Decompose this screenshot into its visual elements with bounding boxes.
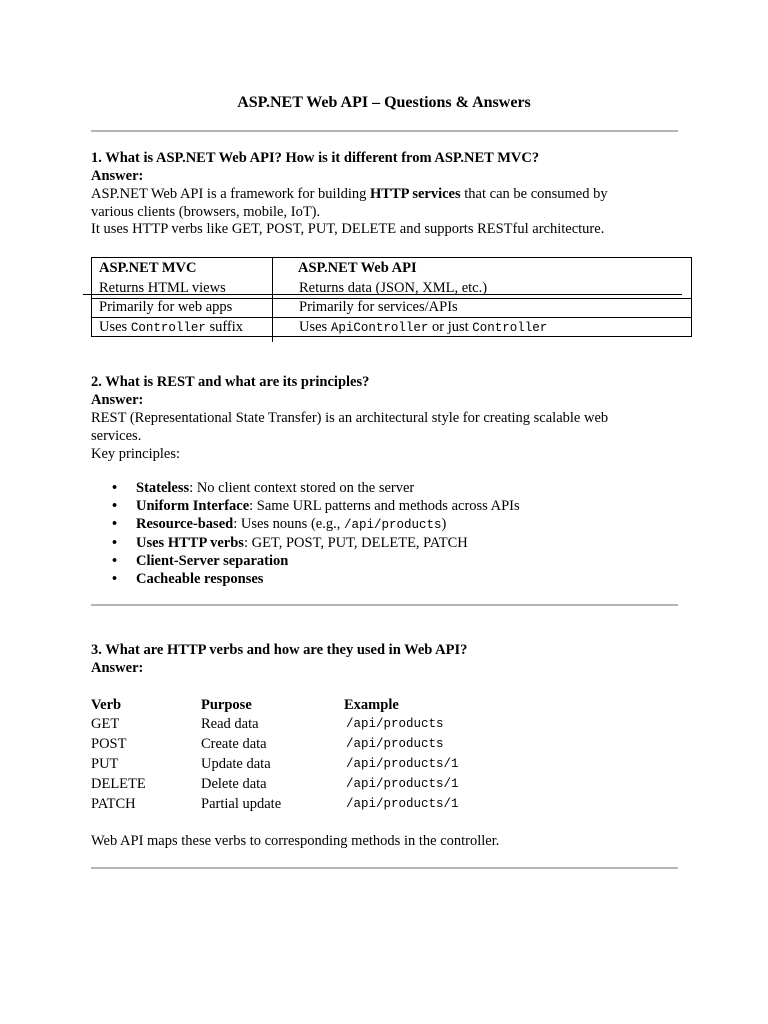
table-cell: Read data bbox=[201, 716, 259, 732]
table-cell: /api/products bbox=[346, 717, 444, 731]
page-title: ASP.NET Web API – Questions & Answers bbox=[237, 94, 531, 111]
list-item: • Uses HTTP verbs: GET, POST, PUT, DELETE, PATCH bbox=[112, 535, 468, 551]
q2-paragraph-line: Key principles: bbox=[91, 446, 180, 462]
answer-label: Answer: bbox=[91, 392, 144, 408]
table-cell: /api/products/1 bbox=[346, 777, 459, 791]
table-header: Verb bbox=[91, 697, 122, 713]
table-cell: Primarily for web apps bbox=[99, 299, 233, 315]
table-header: Purpose bbox=[201, 697, 252, 713]
table-cell: Returns HTML views bbox=[99, 280, 226, 296]
table-cell: Create data bbox=[201, 736, 267, 752]
list-item: • Client-Server separation bbox=[112, 553, 289, 569]
table-cell: Returns data (JSON, XML, etc.) bbox=[299, 280, 488, 296]
table-cell: /api/products/1 bbox=[346, 797, 459, 811]
section-divider bbox=[91, 604, 678, 606]
question-3: 3. What are HTTP verbs and how are they used in Web API? bbox=[91, 642, 468, 658]
list-item: • Resource-based: Uses nouns (e.g., /api/products) bbox=[112, 516, 447, 532]
table-cell: GET bbox=[91, 716, 120, 732]
table-header: Example bbox=[344, 697, 399, 713]
table-cell: Uses Controller suffix bbox=[99, 319, 244, 335]
table-cell: /api/products bbox=[346, 737, 444, 751]
principles-list bbox=[112, 479, 520, 588]
list-item: • Cacheable responses bbox=[112, 571, 264, 587]
q1-paragraph-line: It uses HTTP verbs like GET, POST, PUT, DELETE and supports RESTful architecture. bbox=[91, 221, 605, 237]
table-cell: POST bbox=[91, 736, 127, 752]
table-cell: Primarily for services/APIs bbox=[299, 299, 458, 315]
q2-paragraph-line: services. bbox=[91, 428, 142, 444]
table-cell: Uses ApiController or just Controller bbox=[299, 319, 548, 335]
table-cell: Partial update bbox=[201, 796, 282, 812]
table-cell: Delete data bbox=[201, 776, 267, 792]
question-1: 1. What is ASP.NET Web API? How is it different from ASP.NET MVC? bbox=[91, 150, 540, 166]
table-cell: PUT bbox=[91, 756, 119, 772]
table-cell: Update data bbox=[201, 756, 271, 772]
table-cell: DELETE bbox=[91, 776, 146, 792]
section-divider bbox=[91, 867, 678, 869]
list-item: • Uniform Interface: Same URL patterns and methods across APIs bbox=[112, 498, 520, 514]
answer-label: Answer: bbox=[91, 660, 144, 676]
question-2: 2. What is REST and what are its principles? bbox=[91, 374, 370, 390]
q2-paragraph-line: REST (Representational State Transfer) is an architectural style for creating scalable web bbox=[91, 410, 609, 426]
q1-paragraph-line: various clients (browsers, mobile, IoT). bbox=[91, 204, 321, 220]
table-cell: PATCH bbox=[91, 796, 136, 812]
section-divider bbox=[91, 130, 678, 132]
answer-label: Answer: bbox=[91, 168, 144, 184]
q1-paragraph-line: ASP.NET Web API is a framework for building HTTP services that can be consumed by bbox=[91, 186, 608, 202]
table-cell: /api/products/1 bbox=[346, 757, 459, 771]
table-header: ASP.NET Web API bbox=[298, 260, 417, 276]
q3-footer: Web API maps these verbs to corresponding methods in the controller. bbox=[91, 833, 500, 849]
table-header: ASP.NET MVC bbox=[99, 260, 197, 276]
list-item: • Stateless: No client context stored on the server bbox=[112, 480, 415, 496]
